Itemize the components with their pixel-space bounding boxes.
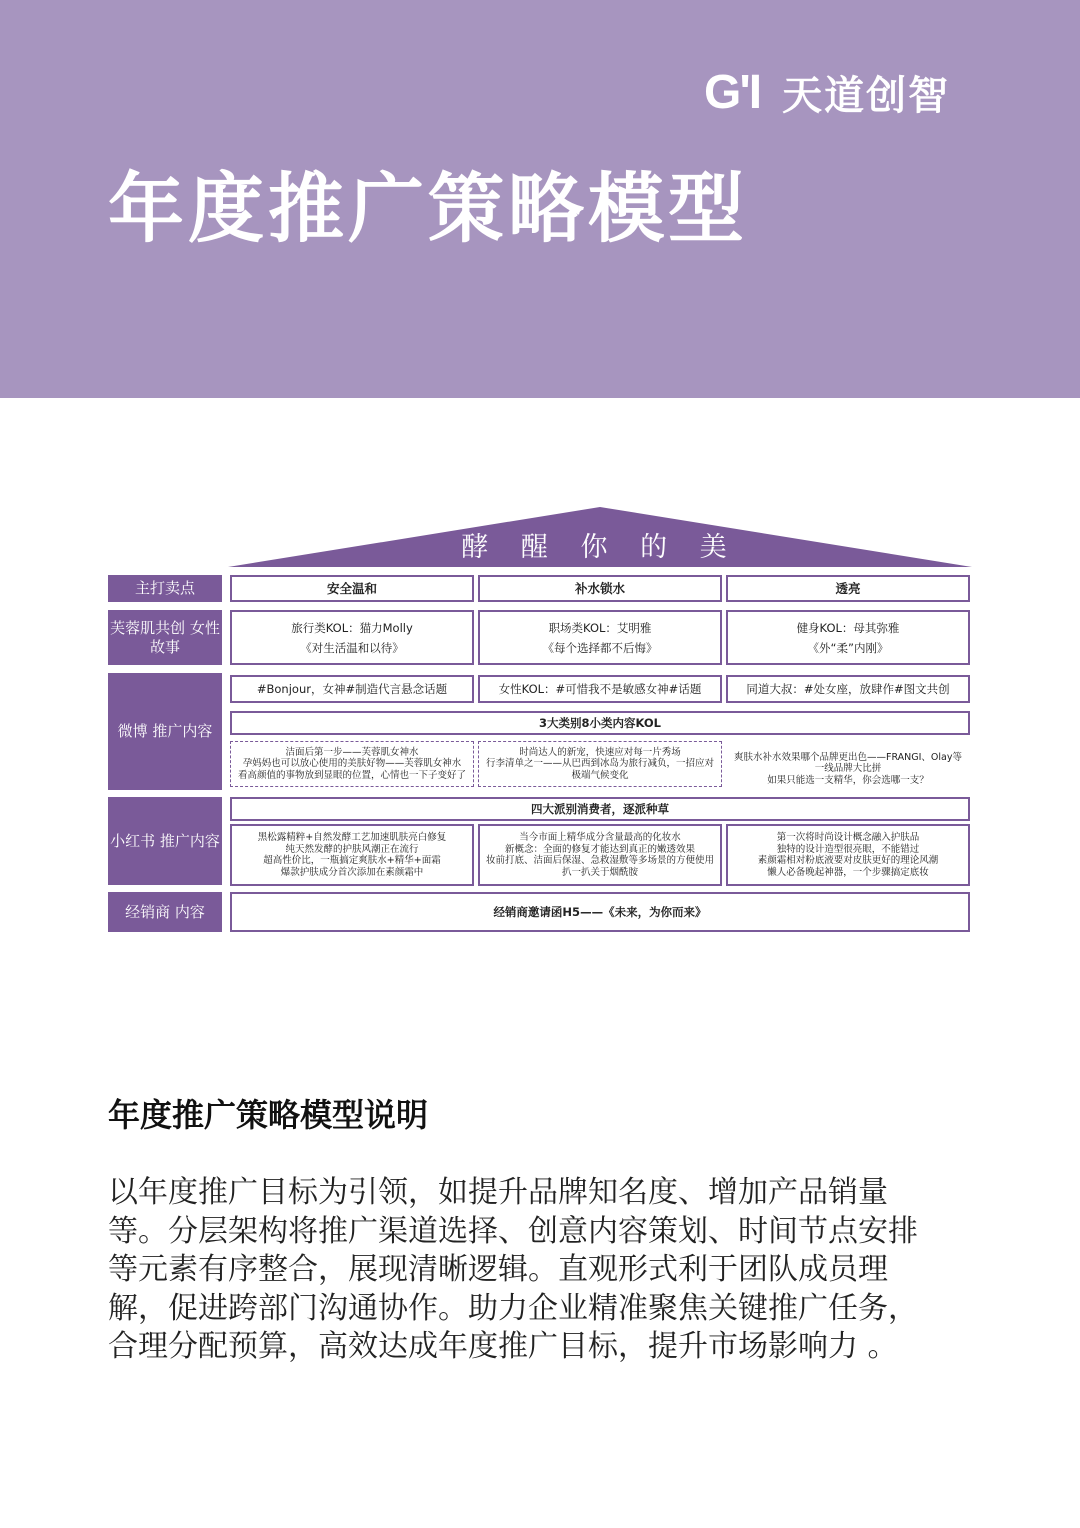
weibo-kol-bar: 3大类别8小类内容KOL xyxy=(230,711,970,735)
weibo-topic-cell: 女性KOL：#可惜我不是敏感女神#话题 xyxy=(478,675,722,703)
selling-point-cell: 透亮 xyxy=(726,575,970,602)
weibo-kol-cell xyxy=(478,741,722,787)
xhs-cell xyxy=(726,824,970,886)
cell-line: 独特的设计造型很亮眼，不能错过 xyxy=(776,843,920,855)
row-label-cocreation xyxy=(108,610,222,665)
label-line: 女性故事 xyxy=(149,618,220,656)
cell-line: 《对生活温和以待》 xyxy=(300,640,404,655)
label-line: 芙蓉肌共创 xyxy=(110,618,186,637)
label-line: 经销商 xyxy=(125,902,171,921)
page-title: 年度推广策略模型 xyxy=(108,164,748,253)
cocreation-cell xyxy=(230,610,474,665)
section-title: 年度推广策略模型说明 xyxy=(108,1096,429,1134)
brand-logo xyxy=(704,66,950,118)
strategy-diagram xyxy=(108,505,972,935)
cell-line: 第一次将时尚设计概念融入护肤品 xyxy=(776,832,920,843)
cell-line: 健身KOL：母其弥雅 xyxy=(796,620,900,635)
selling-point-cell: 安全温和 xyxy=(230,575,474,602)
logo-mark: G'I xyxy=(704,65,761,119)
selling-point-cell: 补水锁水 xyxy=(478,575,722,602)
label-line: 推广内容 xyxy=(159,831,220,850)
cell-line: 扒一扒关于烟酰胺 xyxy=(561,866,638,878)
row-label-selling-points: 主打卖点 xyxy=(108,575,222,602)
paragraph-line: 等元素有序整合，展现清晰逻辑。直观形式利于团队成员理 xyxy=(108,1252,888,1287)
cell-line: 素颜霜相对粉底液要对皮肤更好的理论风潮 xyxy=(757,855,939,866)
cell-line: 纯天然发酵的护肤风潮正在流行 xyxy=(285,843,419,855)
paragraph-line: 等。分层架构将推广渠道选择、创意内容策划、时间节点安排 xyxy=(108,1213,918,1249)
xhs-cell xyxy=(230,824,474,886)
cell-line: 洁面后第一步——芙蓉肌女神水 xyxy=(285,746,419,758)
cell-line: 爽肤水补水效果哪个品牌更出色——FRANGI、Olay等 xyxy=(733,751,962,763)
cell-line: 超高性价比，一瓶搞定爽肤水+精华+面霜 xyxy=(263,855,441,866)
weibo-topic-cell: #Bonjour，女神#制造代言悬念话题 xyxy=(230,675,474,703)
paragraph-line: 解，促进跨部门沟通协作。助力企业精准聚焦关键推广任务， xyxy=(108,1290,918,1326)
logo-text: 天道创智 xyxy=(782,72,951,119)
cell-line: 职场类KOL：艾明雅 xyxy=(548,620,652,635)
cell-line: 《外“柔”内刚》 xyxy=(807,640,889,655)
cell-line: 《每个选择都不后悔》 xyxy=(542,640,658,655)
cell-line: 爆款护肤成分首次添加在素颜霜中 xyxy=(280,866,424,878)
cell-line: 妆前打底、洁面后保湿、急救湿敷等多场景的方便使用 xyxy=(485,855,714,866)
cell-line: 当今市面上精华成分含量最高的化妆水 xyxy=(519,832,681,843)
cocreation-cell xyxy=(726,610,970,665)
cell-line: 如果只能选一支精华，你会选哪一支？ xyxy=(767,774,929,786)
cell-line: 孕妈妈也可以放心使用的美肤好物——芙蓉肌女神水 xyxy=(242,758,462,770)
cell-line: 新概念：全面的修复才能达到真正的嫩透效果 xyxy=(504,843,695,855)
cell-line: 黑松露精粹+自然发酵工艺加速肌肤亮白修复 xyxy=(257,832,447,843)
weibo-topic-cell: 同道大叔：#处女座，放肆作#图文共创 xyxy=(726,675,970,703)
dealer-content-cell: 经销商邀请函H5——《未来，为你而来》 xyxy=(230,892,970,932)
cell-line: 一线品牌大比拼 xyxy=(814,763,882,775)
cell-line: 懒人必备晚起神器，一个步骤搞定底妆 xyxy=(767,866,929,878)
cell-line: 旅行类KOL：猫力Molly xyxy=(291,620,413,635)
weibo-kol-cell xyxy=(726,741,970,797)
cell-line: 行李清单之一——从巴西到冰岛为旅行减负，一招应对 xyxy=(485,758,714,770)
paragraph-line: 以年度推广目标为引领，如提升品牌知名度、增加产品销量 xyxy=(108,1175,888,1210)
cell-line: 极端气候变化 xyxy=(571,769,629,781)
xhs-cell xyxy=(478,824,722,886)
header-banner xyxy=(0,0,1080,398)
cell-line: 时尚达人的新宠，快速应对每一片秀场 xyxy=(519,746,681,758)
cocreation-cell xyxy=(478,610,722,665)
label-line: 内容 xyxy=(174,902,205,921)
roof-slogan: 酵 醒 你 的 美 xyxy=(461,532,739,563)
cell-line: 看高颜值的事物放到显眼的位置，心情也一下子变好了 xyxy=(237,769,466,781)
row-label-dealer xyxy=(108,892,222,932)
xhs-bar: 四大派别消费者，逐派种草 xyxy=(230,797,970,821)
weibo-kol-cell xyxy=(230,741,474,787)
row-label-weibo xyxy=(108,673,222,790)
label-line: 推广内容 xyxy=(152,722,213,740)
paragraph-line: 合理分配预算，高效达成年度推广目标，提升市场影响力 。 xyxy=(108,1329,898,1364)
explanation-paragraph xyxy=(108,1174,968,1367)
label-line: 小红书 xyxy=(110,831,156,850)
label-line: 微博 xyxy=(117,722,148,740)
row-label-xiaohongshu xyxy=(108,797,222,885)
